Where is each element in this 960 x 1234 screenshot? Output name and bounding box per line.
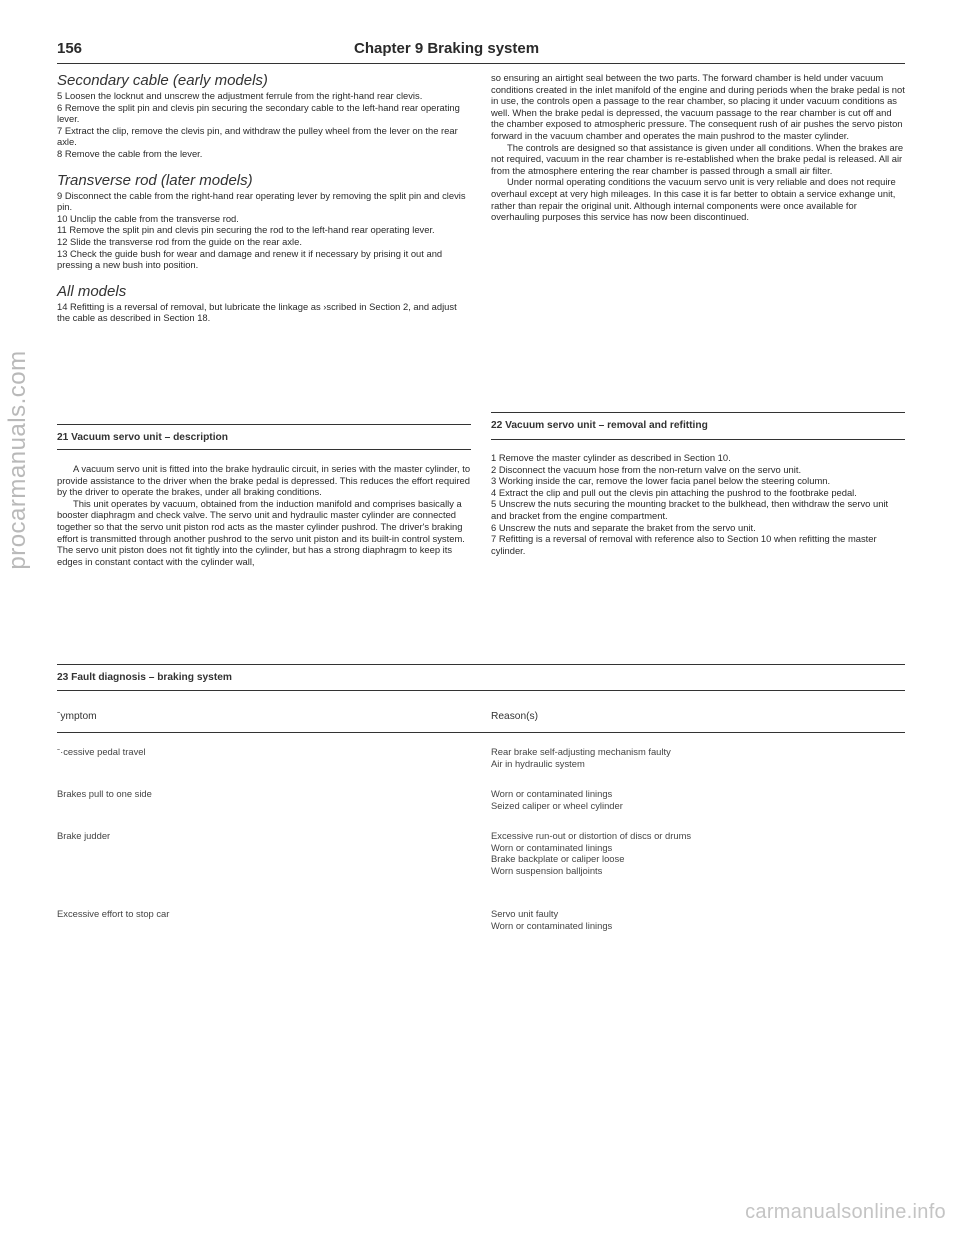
step: 3 Working inside the car, remove the lower facia panel below the steering column.: [491, 475, 831, 487]
footer-watermark: carmanualsonline.info: [745, 1201, 946, 1223]
side-watermark-text: procarmanuals.com: [4, 350, 31, 570]
page-number: 156: [57, 40, 83, 57]
step: 5 Unscrew the nuts securing the mounting bracket to the bulkhead, then withdraw the servo unit and bracket from the engine compartment.: [491, 498, 889, 521]
table-row: [491, 830, 905, 876]
paragraph: This unit operates by vacuum, obtained from the induction manifold and comprises basically a booster diaphragm and check valve. The servo unit and hydraulic master cylinder are connected together so that the servo unit piston rod acts as the master cylinder pushrod. The driver's braking effort is transmitted through another pushrod to the servo unit piston and its built-in control system. The servo unit piston does not fit tightly into the cylinder, but has a strong diaphragm to keep its edges in constant contact with the cylinder wall,: [57, 497, 465, 567]
step: 14 Refitting is a reversal of removal, but lubricate the linkage as ›scribed in Section 2, and adjust the cable as described in Section 18.: [57, 300, 457, 324]
table-cell-symptom: Excessive effort to stop car: [57, 908, 170, 919]
section-rule: [57, 664, 905, 665]
section-rule: [491, 412, 905, 413]
step: 12 Slide the transverse rod from the guide on the rear axle.: [57, 235, 302, 247]
step: 9 Disconnect the cable from the right-hand rear operating lever by removing the split pin and clevis pin.: [57, 189, 466, 213]
paragraph: Under normal operating conditions the vacuum servo unit is very reliable and does not require overhaul except at very high mileages. In this case it is far better to obtain a service exhange unit, rather than repair the original unit. Although internal components were once available for overhauling purposes this service has now been discontinued.: [491, 176, 896, 223]
table-cell-symptom: Brakes pull to one side: [57, 788, 152, 799]
table-cell-reason: Worn or contaminated linings: [491, 919, 613, 931]
table-cell-reason: Worn or contaminated linings: [491, 841, 613, 853]
step: 13 Check the guide bush for wear and damage and renew it if necessary by prising it out and pressing a new bush into position.: [57, 247, 443, 271]
step: 5 Loosen the locknut and unscrew the adjustment ferrule from the right-hand rear clevis.: [57, 90, 423, 101]
table-cell-reason: Worn or contaminated linings: [491, 788, 613, 799]
subheading-all-models: All models: [57, 282, 127, 300]
section-22-body: [491, 452, 905, 556]
section-21-body: [57, 463, 471, 567]
table-cell-reason: Excessive run-out or distortion of discs or drums: [491, 830, 692, 841]
table-cell-reason: Rear brake self-adjusting mechanism faulty: [491, 746, 671, 757]
paragraph: so ensuring an airtight seal between the two parts. The forward chamber is held under vacuum conditions created in the inlet manifold of the engine and during periods when the brake pedal is not in use, the controls open a passage to the rear chamber, so placing it under vacuum conditions as well. When the brake pedal is depressed, the vacuum passage to the rear chamber is cut off and the chamber exposed to atmospheric pressure. The consequent rush of air pushes the servo piston forward in the vacuum chamber and operates the main pushrod to the master cylinder.: [491, 72, 905, 141]
chapter-title: Chapter 9 Braking system: [354, 40, 540, 57]
step: 4 Extract the clip and pull out the clevis pin attaching the pushrod to the footbrake pedal.: [491, 486, 857, 498]
step: 7 Refitting is a reversal of removal with reference also to Section 10 when refitting the master cylinder.: [491, 533, 877, 556]
table-row: [491, 746, 905, 769]
table-cell-symptom: ˉ·cessive pedal travel: [57, 746, 146, 757]
step: 8 Remove the cable from the lever.: [57, 147, 203, 159]
table-cell-reason: Brake backplate or caliper loose: [491, 853, 625, 865]
section-rule: [491, 439, 905, 440]
table-row: [491, 908, 905, 931]
paragraph: The controls are designed so that assistance is given under all conditions. When the brakes are not required, vacuum in the rear chamber is re-established when the brake pedal is released. All air from the atmosphere entering the rear chamber is passed through a small air filter.: [491, 141, 904, 176]
step: 6 Remove the split pin and clevis pin securing the secondary cable to the left-hand rear operating lever.: [57, 101, 460, 125]
step: 6 Unscrew the nuts and separate the braket from the servo unit.: [491, 521, 756, 533]
section-21-title: 21 Vacuum servo unit – description: [57, 432, 228, 443]
subheading-secondary-cable: Secondary cable (early models): [57, 72, 268, 89]
section-rule: [57, 690, 905, 691]
table-cell-reason: Servo unit faulty: [491, 908, 559, 919]
side-watermark: [0, 200, 36, 720]
section-23-title: 23 Fault diagnosis – braking system: [57, 672, 232, 683]
table-cell-reason: Air in hydraulic system: [491, 757, 585, 769]
table-cell-reason: Worn suspension balljoints: [491, 864, 603, 876]
table-cell-reason: Seized caliper or wheel cylinder: [491, 799, 623, 811]
subheading-transverse-rod: Transverse rod (later models): [57, 171, 253, 189]
table-header-symptom: ˉymptom: [57, 711, 97, 722]
symptom-column: [57, 746, 471, 946]
table-header-reason: Reason(s): [491, 711, 538, 722]
step: 11 Remove the split pin and clevis pin securing the rod to the left-hand rear operating lever.: [57, 224, 435, 236]
reason-column: [491, 746, 905, 946]
section-22-title: 22 Vacuum servo unit – removal and refitting: [491, 420, 708, 431]
paragraph: A vacuum servo unit is fitted into the brake hydraulic circuit, in series with the master cylinder, to provide assistance to the driver when the brake pedal is depressed. This reduces the effort required by the driver to operate the brakes, under all braking conditions.: [57, 463, 471, 498]
table-row: [491, 788, 905, 811]
section-rule: [57, 449, 471, 450]
step: 7 Extract the clip, remove the clevis pin, and withdraw the pulley wheel from the lever on the rear axle.: [57, 124, 458, 148]
header-rule: [57, 63, 905, 64]
step: 10 Unclip the cable from the transverse rod.: [57, 212, 239, 224]
table-cell-symptom: Brake judder: [57, 830, 111, 841]
left-column-top: [57, 72, 471, 324]
table-header-rule: [57, 732, 905, 733]
step: 2 Disconnect the vacuum hose from the non-return valve on the servo unit.: [491, 463, 802, 475]
right-column-top: [491, 72, 905, 223]
step: 1 Remove the master cylinder as described in Section 10.: [491, 452, 731, 463]
section-rule: [57, 424, 471, 425]
